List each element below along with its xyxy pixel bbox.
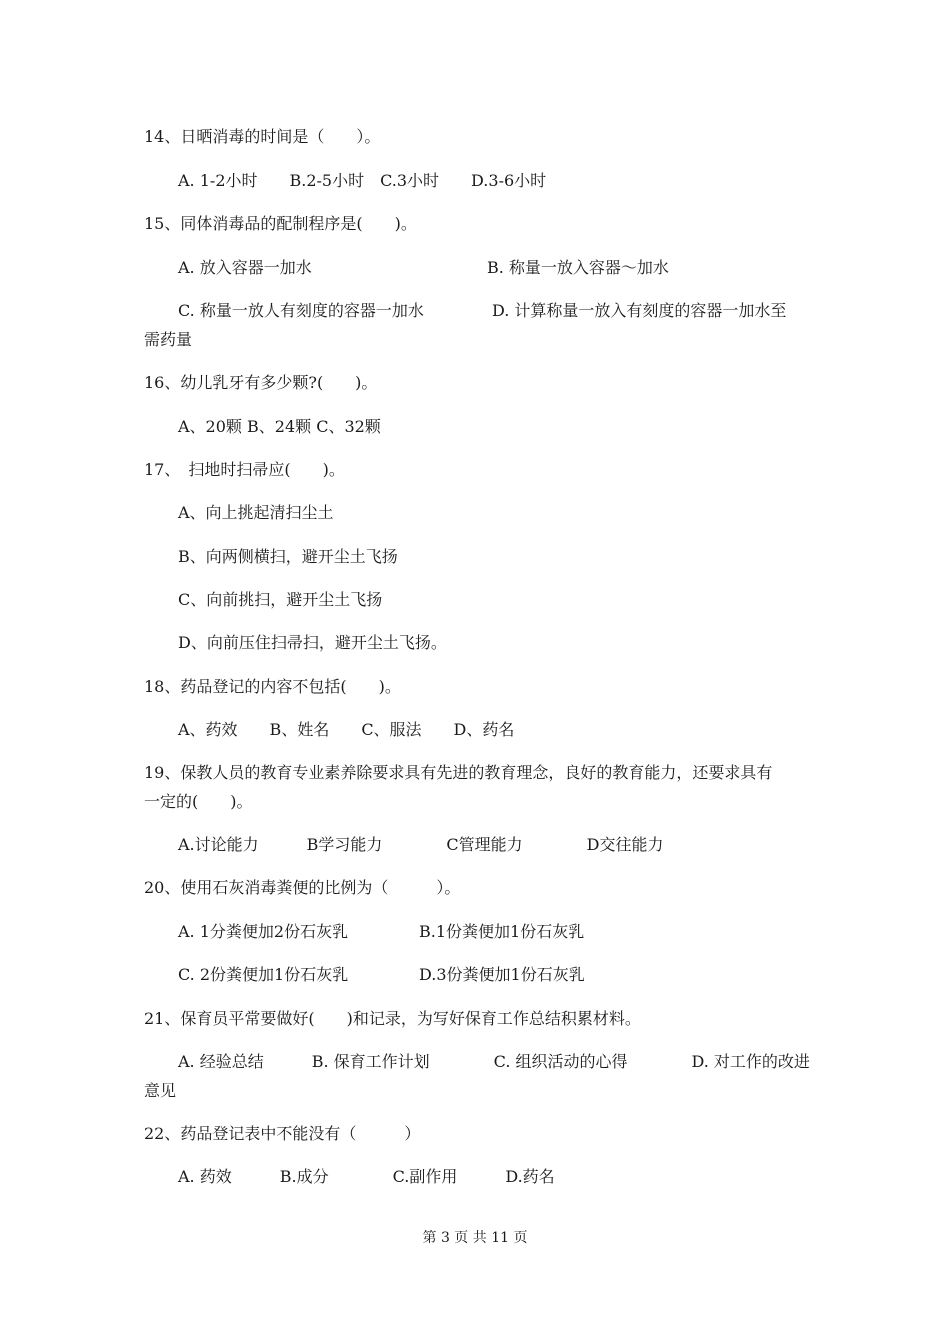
question-15-option-c: C. 称量一放人有刻度的容器一加水: [178, 301, 424, 320]
question-15-option-a: A. 放入容器一加水: [178, 258, 312, 277]
question-18: 18、药品登记的内容不包括( )。: [144, 677, 401, 696]
question-20: 20、使用石灰消毒粪便的比例为（ ）。: [144, 878, 461, 897]
question-19-cont: 一定的( )。: [144, 792, 253, 811]
question-15-option-d-cont: 需药量: [144, 330, 193, 349]
question-22: 22、药品登记表中不能没有（ ）: [144, 1124, 421, 1143]
question-17-option-d: D、向前压住扫帚扫，避开尘土飞扬。: [178, 633, 447, 652]
question-20-option-c: C. 2份粪便加1份石灰乳: [178, 965, 349, 984]
question-20-option-d: D.3份粪便加1份石灰乳: [419, 965, 585, 984]
question-17-option-a: A、向上挑起清扫尘土: [178, 503, 334, 522]
question-14-options: A. 1-2小时 B.2-5小时 C.3小时 D.3-6小时: [178, 171, 547, 190]
question-17-option-b: B、向两侧横扫，避开尘土飞扬: [178, 547, 398, 566]
question-15-option-d: D. 计算称量一放入有刻度的容器一加水至: [492, 301, 787, 320]
page-footer: 第 3 页 共 11 页: [422, 1230, 528, 1246]
question-22-options: A. 药效 B.成分 C.副作用 D.药名: [178, 1167, 555, 1186]
question-15: 15、同体消毒品的配制程序是( )。: [144, 214, 417, 233]
question-21-options: A. 经验总结 B. 保育工作计划 C. 组织活动的心得 D. 对工作的改进: [178, 1052, 810, 1071]
question-19: 19、保教人员的教育专业素养除要求具有先进的教育理念，良好的教育能力，还要求具有: [144, 763, 773, 782]
question-16: 16、幼儿乳牙有多少颗?( )。: [144, 373, 378, 392]
question-14: 14、日晒消毒的时间是（ ）。: [144, 127, 381, 146]
question-16-options: A、20颗 B、24颗 C、32颗: [178, 417, 381, 436]
question-19-options: A.讨论能力 B学习能力 C管理能力 D交往能力: [178, 835, 664, 854]
question-15-option-b: B. 称量一放入容器～加水: [487, 258, 669, 277]
question-20-option-a: A. 1分粪便加2份石灰乳: [178, 922, 349, 941]
question-17-option-c: C、向前挑扫，避开尘土飞扬: [178, 590, 383, 609]
question-21-options-cont: 意见: [144, 1081, 177, 1100]
question-20-option-b: B.1份粪便加1份石灰乳: [419, 922, 585, 941]
question-17: 17、 扫地时扫帚应( )。: [144, 460, 345, 479]
question-18-options: A、药效 B、姓名 C、服法 D、药名: [178, 720, 515, 739]
question-21: 21、保育员平常要做好( )和记录，为写好保育工作总结积累材料。: [144, 1009, 641, 1028]
